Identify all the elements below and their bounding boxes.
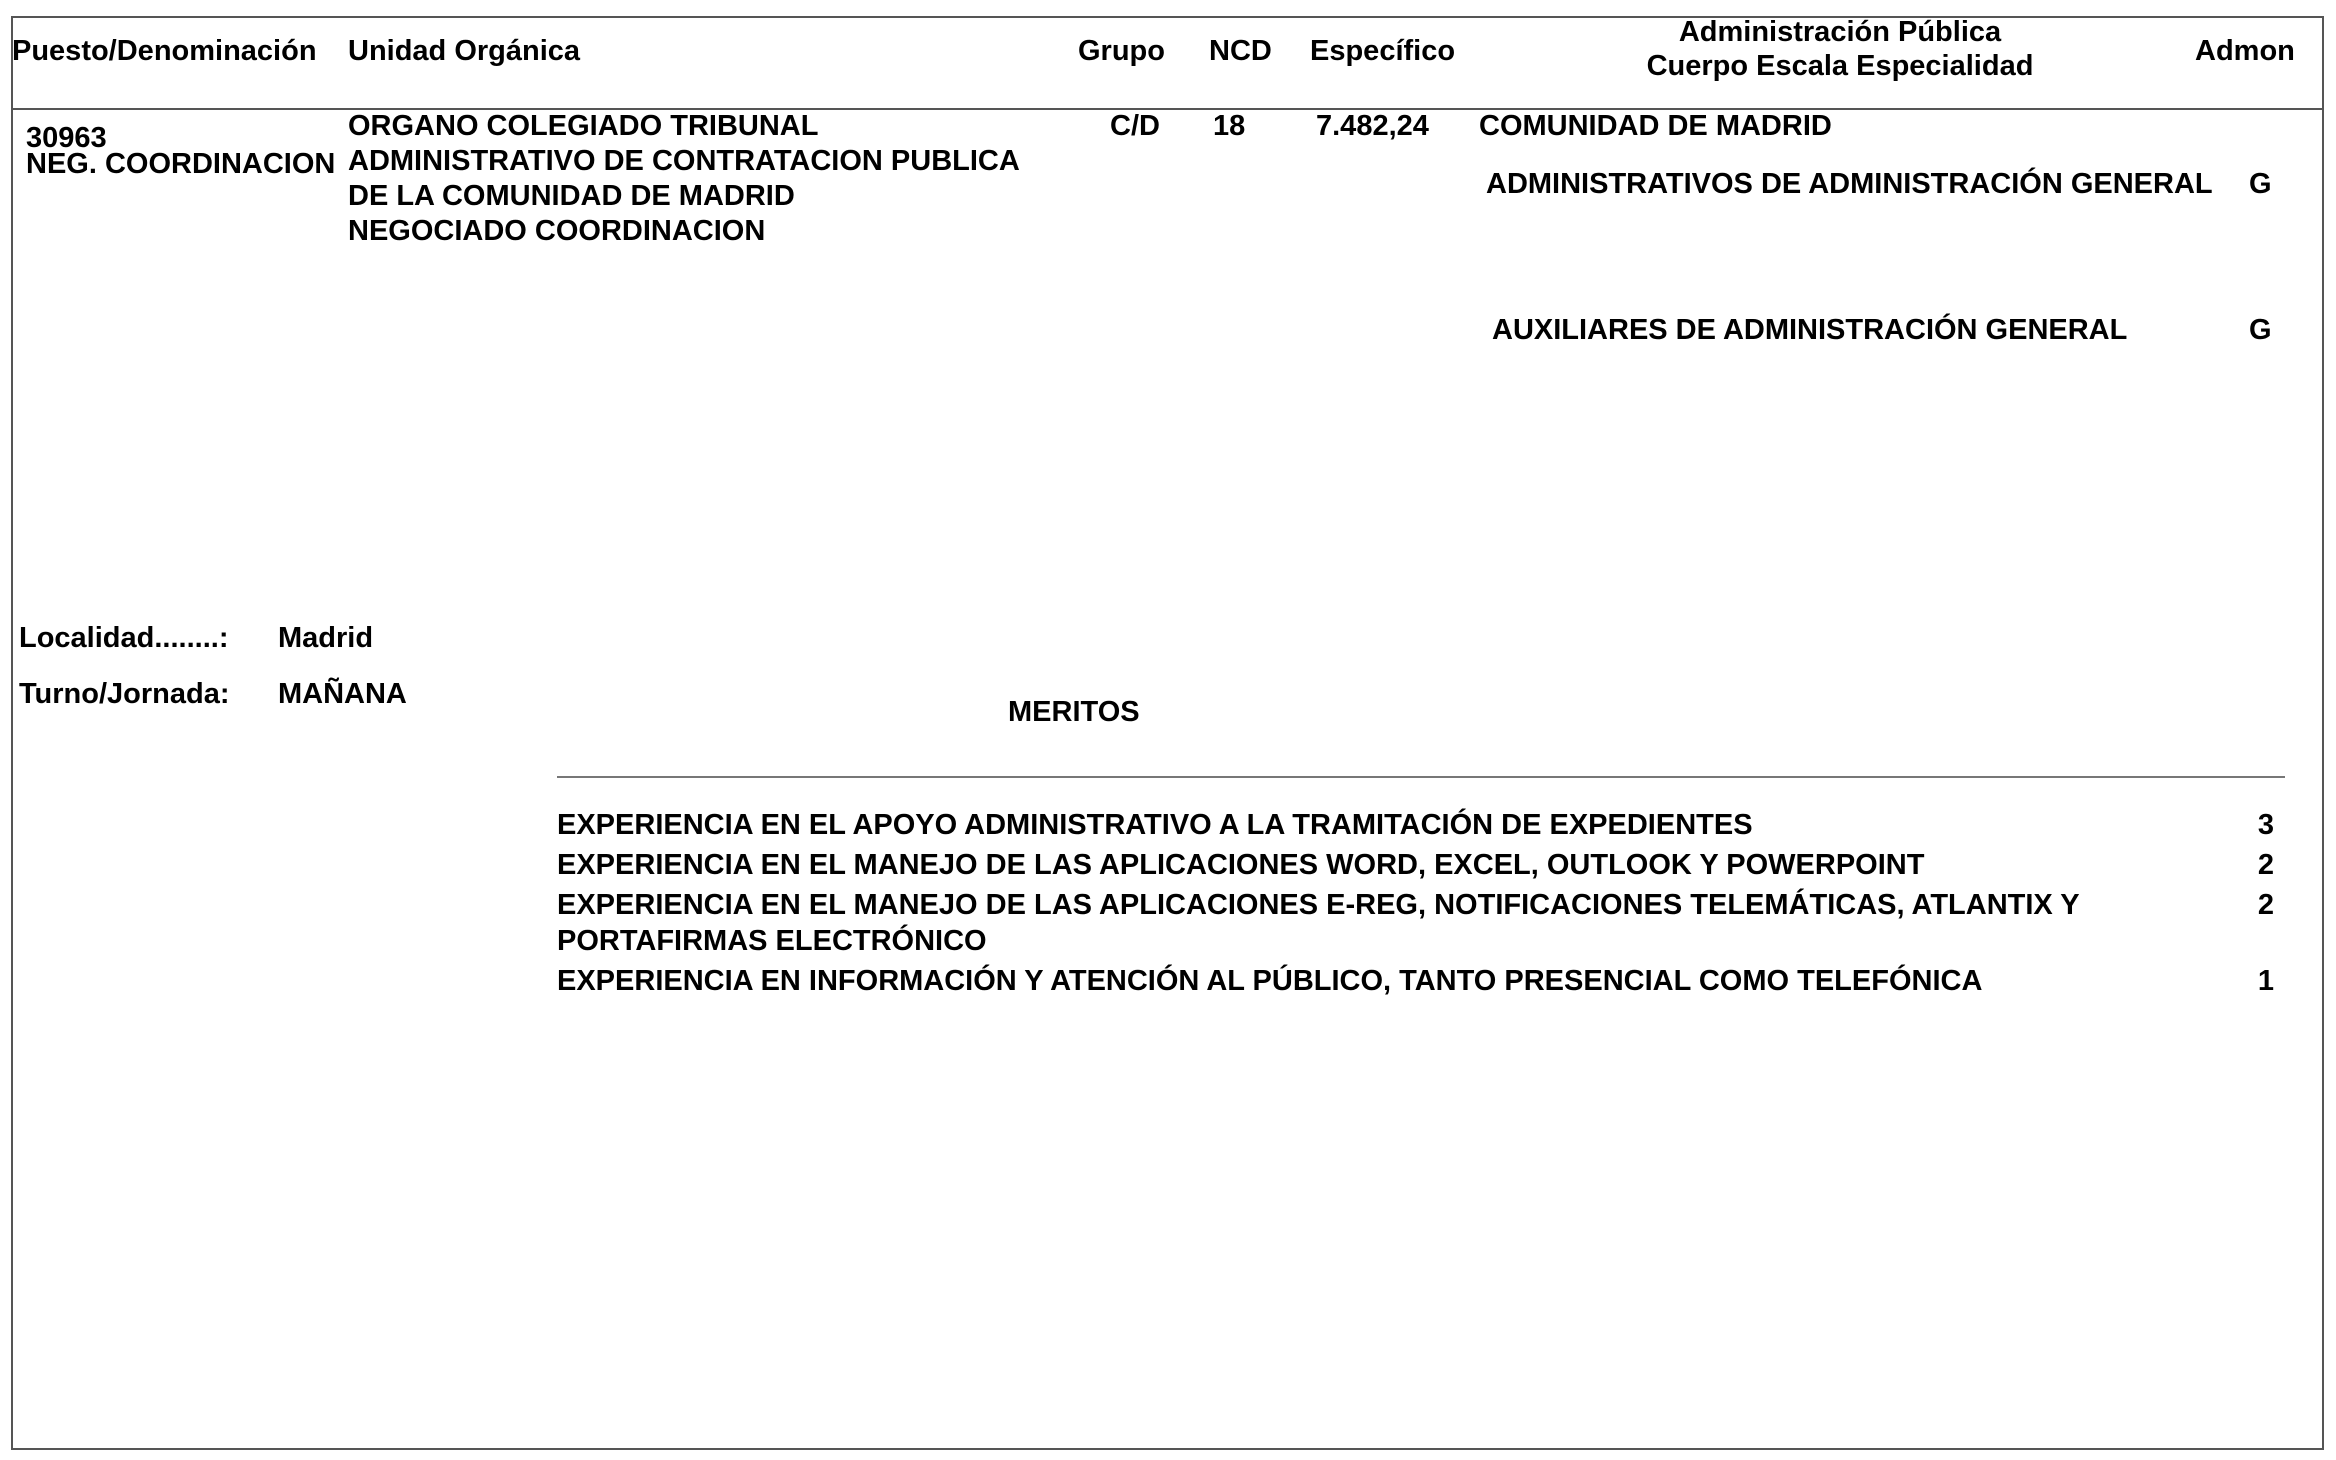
cuerpo-nombre: ADMINISTRATIVOS DE ADMINISTRACIÓN GENERAL xyxy=(1486,168,2213,200)
header-unidad: Unidad Orgánica xyxy=(348,35,581,67)
puesto-denominacion: NEG. COORDINACION xyxy=(26,148,336,180)
header-ncd: NCD xyxy=(1209,35,1272,67)
turno-label: Turno/Jornada: xyxy=(19,678,230,710)
header-especifico: Específico xyxy=(1310,35,1456,67)
grupo-value: C/D xyxy=(1110,110,1160,142)
localidad-label: Localidad........: xyxy=(19,622,229,654)
unidad-line: DE LA COMUNIDAD DE MADRID xyxy=(348,180,795,212)
header-grupo: Grupo xyxy=(1078,35,1165,67)
meritos-title: MERITOS xyxy=(1008,696,1140,728)
puesto-codigo: 30963 xyxy=(26,122,107,154)
turno-value: MAÑANA xyxy=(278,678,407,710)
header-admon: Admon xyxy=(2195,35,2295,67)
ncd-value: 18 xyxy=(1213,110,1246,142)
header-cuerpo-escala: Cuerpo Escala Especialidad xyxy=(1646,50,2034,82)
merito-text: EXPERIENCIA EN EL MANEJO DE LAS APLICACIONES E-REG, NOTIFICACIONES TELEMÁTICAS, ATLANTIX Y PORTAFIRMAS ELECTRÓNICO xyxy=(557,889,2080,957)
merito-score: 1 xyxy=(2257,965,2274,997)
cuerpo-nombre: AUXILIARES DE ADMINISTRACIÓN GENERAL xyxy=(1492,314,2128,346)
merito-text: EXPERIENCIA EN EL MANEJO DE LAS APLICACIONES WORD, EXCEL, OUTLOOK Y POWERPOINT xyxy=(557,849,1925,881)
merito-score: 2 xyxy=(2257,889,2274,921)
localidad-value: Madrid xyxy=(278,622,374,654)
header-puesto: Puesto/Denominación xyxy=(12,35,317,67)
especifico-value: 7.482,24 xyxy=(1316,110,1429,142)
cuerpo-admon: G xyxy=(2249,314,2272,346)
meritos-divider xyxy=(557,776,2285,778)
merito-text: EXPERIENCIA EN INFORMACIÓN Y ATENCIÓN AL PÚBLICO, TANTO PRESENCIAL COMO TELEFÓNICA xyxy=(557,965,1983,997)
unidad-line: ORGANO COLEGIADO TRIBUNAL xyxy=(348,110,819,142)
unidad-line: NEGOCIADO COORDINACION xyxy=(348,215,766,247)
administracion-value: COMUNIDAD DE MADRID xyxy=(1479,110,1832,142)
cuerpo-admon: G xyxy=(2249,168,2272,200)
merito-text: EXPERIENCIA EN EL APOYO ADMINISTRATIVO A LA TRAMITACIÓN DE EXPEDIENTES xyxy=(557,809,1753,841)
unidad-line: ADMINISTRATIVO DE CONTRATACION PUBLICA xyxy=(348,145,1020,177)
header-administracion-publica: Administración Pública xyxy=(1678,16,2002,48)
merito-score: 3 xyxy=(2257,809,2274,841)
merito-score: 2 xyxy=(2257,849,2274,881)
